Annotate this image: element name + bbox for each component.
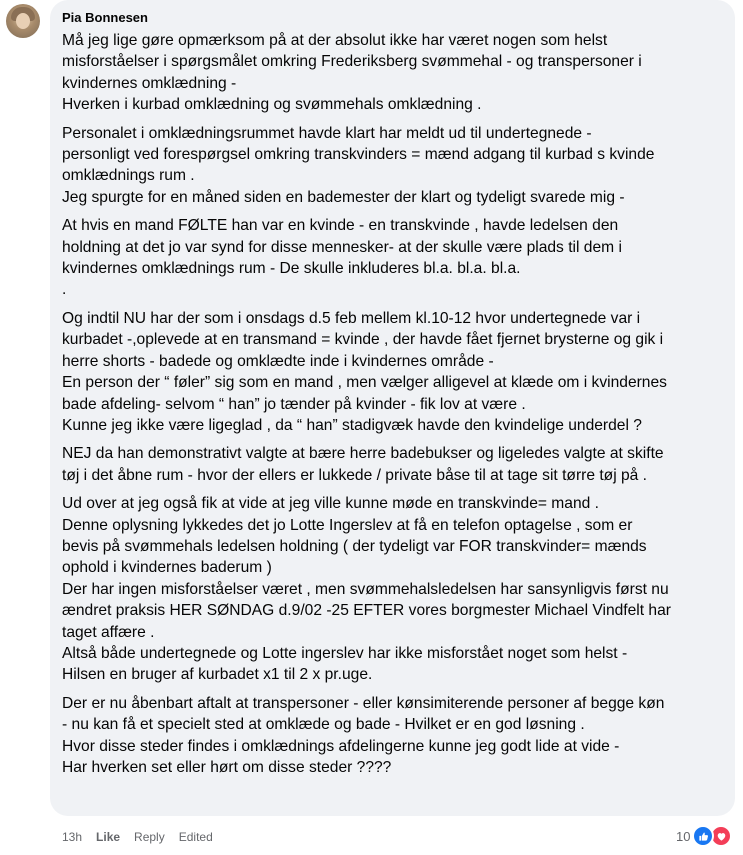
text-line: personligt ved forespørgsel omkring transkvinders = mænd adgang til kurbad s kvinde: [62, 146, 655, 164]
text-line: tøj i det åbne rum - hvor der ellers er lukkede / private båse til at tage sit tørre tøj på .: [62, 466, 648, 484]
reaction-count: 10: [676, 828, 691, 844]
text-line: Og indtil NU har der som i onsdags d.5 feb mellem kl.10-12 hvor undertegnede var i: [62, 309, 641, 327]
comment-paragraph: [62, 493, 723, 686]
text-line: ændret praksis HER SØNDAG d.9/02 -25 EFTER vores borgmester Michael Vindfelt har: [62, 602, 671, 620]
avatar-face: [16, 13, 30, 29]
avatar[interactable]: [6, 4, 40, 38]
comment-paragraph: [62, 693, 723, 779]
text-line: NEJ da han demonstrativt valgte at bære herre badebukser og ligeledes valgte at skifte: [62, 445, 664, 463]
text-line: kvindernes omklædning -: [62, 74, 237, 92]
comment-paragraph: [62, 308, 723, 436]
comment-paragraph: [62, 215, 723, 301]
text-line: taget affære .: [62, 623, 155, 641]
text-line: ophold i kvindernes baderum ): [62, 559, 272, 577]
text-line: Kunne jeg ikke være ligeglad , da “ han” stadigvæk havde den kvindelige underdel ?: [62, 416, 642, 434]
comment-actions: [62, 829, 213, 845]
reply-button[interactable]: Reply: [134, 830, 165, 844]
text-line: Der har ingen misforståelser været , men svømmehalsledelsen har sansynligvis først nu: [62, 580, 669, 598]
text-line: Hverken i kurbad omklædning og svømmehals omklædning .: [62, 96, 482, 114]
comment-bubble: [50, 0, 735, 816]
comment-paragraph: [62, 123, 723, 209]
comment-paragraph: [62, 443, 723, 486]
text-line: Må jeg lige gøre opmærksom på at der absolut ikke har været nogen som helst: [62, 32, 608, 49]
text-line: holdning at det jo var synd for disse mennesker- at der skulle være plads til dem i: [62, 238, 622, 256]
like-icon: [692, 825, 714, 847]
text-line: Jeg spurgte for en måned siden en bademester der klart og tydeligt svarede mig -: [62, 188, 625, 206]
text-line: - nu kan få et specielt sted at omklæde og bade - Hvilket er en god løsning .: [62, 716, 585, 734]
thumbs-up-glyph: [698, 831, 709, 842]
text-line: Personalet i omklædningsrummet havde klart har meldt ud til undertegnede -: [62, 124, 592, 142]
text-line: Altså både undertegnede og Lotte ingerslev har ikke misforstået noget som helst -: [62, 644, 628, 662]
text-line: En person der “ føler” sig som en mand , men vælger alligevel at klæde om i kvindernes: [62, 374, 667, 392]
edited-label[interactable]: Edited: [178, 830, 213, 844]
text-line: bade afdeling- selvom “ han” jo tænder på kvinder - fik lov at være .: [62, 395, 526, 413]
text-line: kvindernes omklædnings rum - De skulle inkluderes bl.a. bl.a. bl.a.: [62, 260, 521, 278]
text-line: Denne oplysning lykkedes det jo Lotte Ingerslev at få en telefon optagelse , som er: [62, 516, 633, 534]
text-line: Hilsen en bruger af kurbadet x1 til 2 x pr.uge.: [62, 666, 373, 684]
text-line: herre shorts - badede og omklædte inde i kvindernes område -: [62, 352, 494, 370]
text-line: omklædnings rum .: [62, 167, 195, 185]
text-line: Hvor disse steder findes i omklædnings afdelingerne kunne jeg godt lide at vide -: [62, 737, 620, 755]
text-line: .: [62, 281, 67, 299]
text-line: Der er nu åbenbart aftalt at transpersoner - eller kønsimiterende personer af begge køn: [62, 694, 665, 712]
comment-paragraph: [62, 30, 723, 116]
comment-timestamp[interactable]: 13h: [62, 830, 83, 844]
like-button[interactable]: Like: [96, 830, 121, 844]
reaction-summary[interactable]: [676, 825, 732, 847]
text-line: kurbadet -,oplevede at en transmand = kvinde , der havde fået fjernet brysterne og gik i: [62, 331, 664, 349]
heart-glyph: [716, 831, 727, 842]
text-line: Har hverken set eller hørt om disse steder ????: [62, 759, 392, 776]
text-line: bevis på svømmehals ledelsen holdning ( der tydeligt var FOR transkvinder= mænds: [62, 537, 647, 555]
text-line: misforståelser i spørgsmålet omkring Frederiksberg svømmehal - og transpersoner i: [62, 53, 642, 71]
comment-author[interactable]: Pia Bonnesen: [62, 10, 148, 25]
text-line: Ud over at jeg også fik at vide at jeg ville kunne møde en transkvinde= mand .: [62, 495, 599, 513]
text-line: At hvis en mand FØLTE han var en kvinde - en transkvinde , havde ledelsen den: [62, 217, 619, 235]
